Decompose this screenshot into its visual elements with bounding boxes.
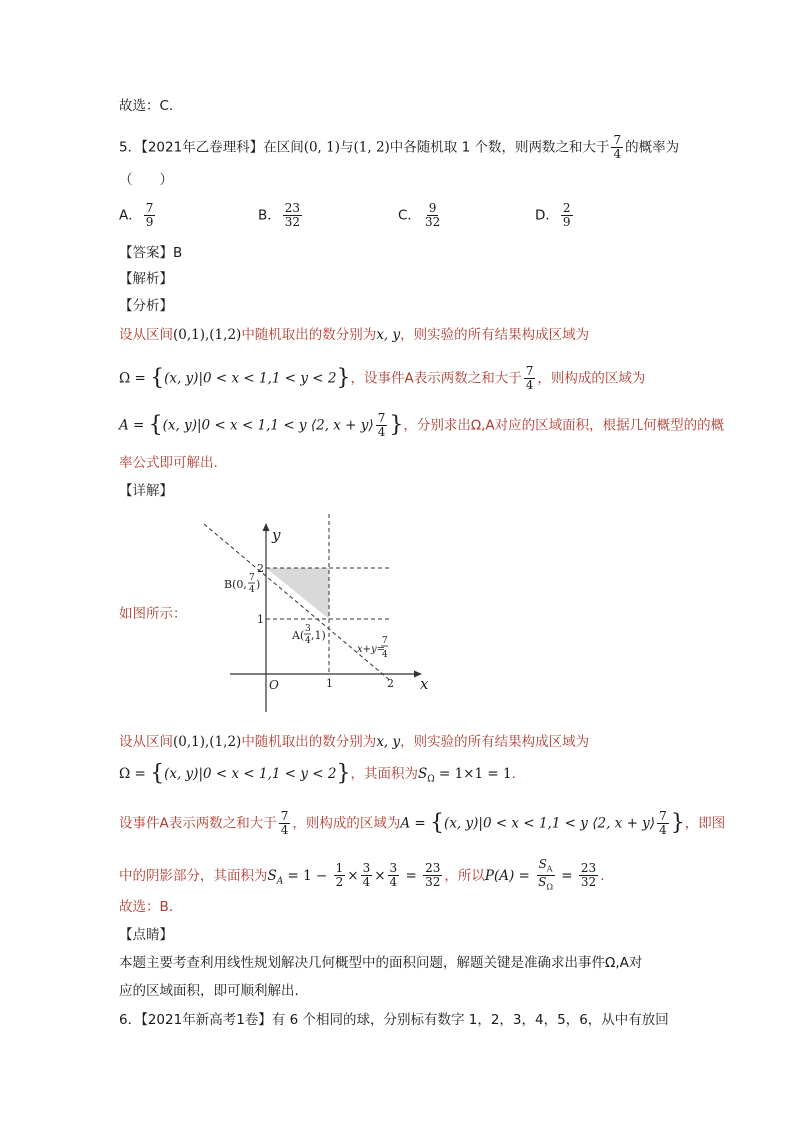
tick-x2: 2	[387, 677, 394, 690]
svg-text:4: 4	[305, 636, 311, 646]
question-number: 5．	[119, 139, 142, 156]
fenxi-line-2: Ω = {(x, y)|0 < x < 1,1 < y < 2}，设事件A表示两数之和大于 $\frac{7}{4}$ ，则构成的区域为	[119, 364, 646, 392]
point-b-label: B(0,	[224, 578, 247, 591]
svg-text:): )	[256, 578, 261, 591]
y-axis-arrow	[263, 523, 270, 531]
fenxi-line-4: 率公式即可解出.	[119, 455, 218, 471]
stem-text-d: 的概率为	[625, 139, 680, 156]
y-axis-label: y	[272, 526, 281, 544]
svg-text:7: 7	[382, 636, 388, 646]
analysis-label: 【解析】	[119, 271, 173, 287]
dashed-line-sum	[204, 524, 392, 682]
interval-1: (0, 1)	[303, 139, 340, 156]
dianjing-line-1: 本题主要考查利用线性规划解决几何概型中的面积问题，解题关键是准确求出事件Ω,A对	[119, 955, 643, 971]
detail-line-2: Ω = {(x, y)|0 < x < 1,1 < y < 2}，其面积为$S_\Omega = 1\times 1 = 1$．	[119, 761, 526, 786]
question-source: 【2021年乙卷理科】	[141, 139, 264, 156]
detail-line-4: 中的阴影部分，其面积为$S_A = 1$ − $\frac{1}{2}$ × $\frac{3}{4}$ × $\frac{3}{4}$ = $\frac{23}{32}$ ，所以P(A) = $\frac{S_A}{S_\Omega}$ = $\frac{23}{32}$ ．	[119, 857, 614, 892]
option-a[interactable]: A． $\frac{7}{9}$	[119, 201, 154, 229]
option-b[interactable]: B． $\frac{23}{32}$	[258, 201, 301, 229]
interval-2: (1, 2)	[353, 139, 390, 156]
svg-text:4: 4	[249, 585, 255, 595]
shaded-region	[266, 568, 329, 619]
detail-line-3: 设事件A表示两数之和大于 $\frac{7}{4}$ ，则构成的区域为A = {(x, y)|0 < x < 1,1 < y ⟨2, x + y⟩ $\frac{7}{4}$ }，即图	[119, 809, 726, 837]
stem-text-b: 与	[340, 139, 354, 156]
final-answer: 故选：B.	[119, 899, 174, 915]
figure-caption: 如图所示：	[119, 606, 187, 622]
stem-text-a: 在区间	[263, 139, 304, 156]
region-figure	[196, 512, 446, 714]
point-a-label: A(	[292, 629, 305, 642]
tick-y1: 1	[257, 613, 264, 626]
x-axis-label: x	[420, 675, 429, 693]
fenxi-line-3: A = {(x, y)|0 < x < 1,1 < y ⟨2, x + y⟩ $\frac{7}{4}$ }，分别求出Ω,A对应的区域面积，根据几何概型的的概	[119, 411, 725, 439]
next-question: 6．【2021年新高考1卷】有 6 个相同的球，分别标有数字 1，2，3，4，5，6，从中有放回	[119, 1012, 669, 1028]
svg-text:3: 3	[305, 624, 311, 634]
origin-label: O	[269, 678, 279, 692]
fenxi-line-1: 设从区间(0,1),(1,2)中随机取出的数分别为x, y，则实验的所有结果构成区域为	[119, 327, 590, 343]
top-answer: 故选：C.	[119, 98, 174, 114]
svg-text:4: 4	[382, 650, 388, 660]
detail-label: 【详解】	[119, 483, 173, 499]
fenxi-label: 【分析】	[119, 298, 173, 314]
tick-x1: 1	[326, 677, 333, 690]
option-c[interactable]: C． $\frac{9}{32}$	[398, 201, 441, 229]
detail-line-1: 设从区间(0,1),(1,2)中随机取出的数分别为x, y，则实验的所有结果构成区域为	[119, 734, 590, 750]
svg-text:,1): ,1)	[311, 629, 326, 642]
line-label: x+y=	[357, 644, 386, 655]
dianjing-label: 【点睛】	[119, 927, 173, 943]
svg-text:7: 7	[249, 573, 255, 583]
tick-y2: 2	[257, 562, 264, 575]
answer-label: 【答案】B	[119, 245, 183, 261]
fraction-seven-fourths: $\frac{7}{4}$	[613, 133, 622, 161]
option-d[interactable]: D． $\frac{2}{9}$	[535, 201, 571, 229]
dianjing-line-2: 应的区域面积，即可顺利解出.	[119, 983, 299, 999]
question-stem	[119, 134, 679, 161]
stem-text-c: 中各随机取 1 个数，则两数之和大于	[389, 139, 610, 156]
answer-paren: （ ）	[119, 172, 173, 188]
